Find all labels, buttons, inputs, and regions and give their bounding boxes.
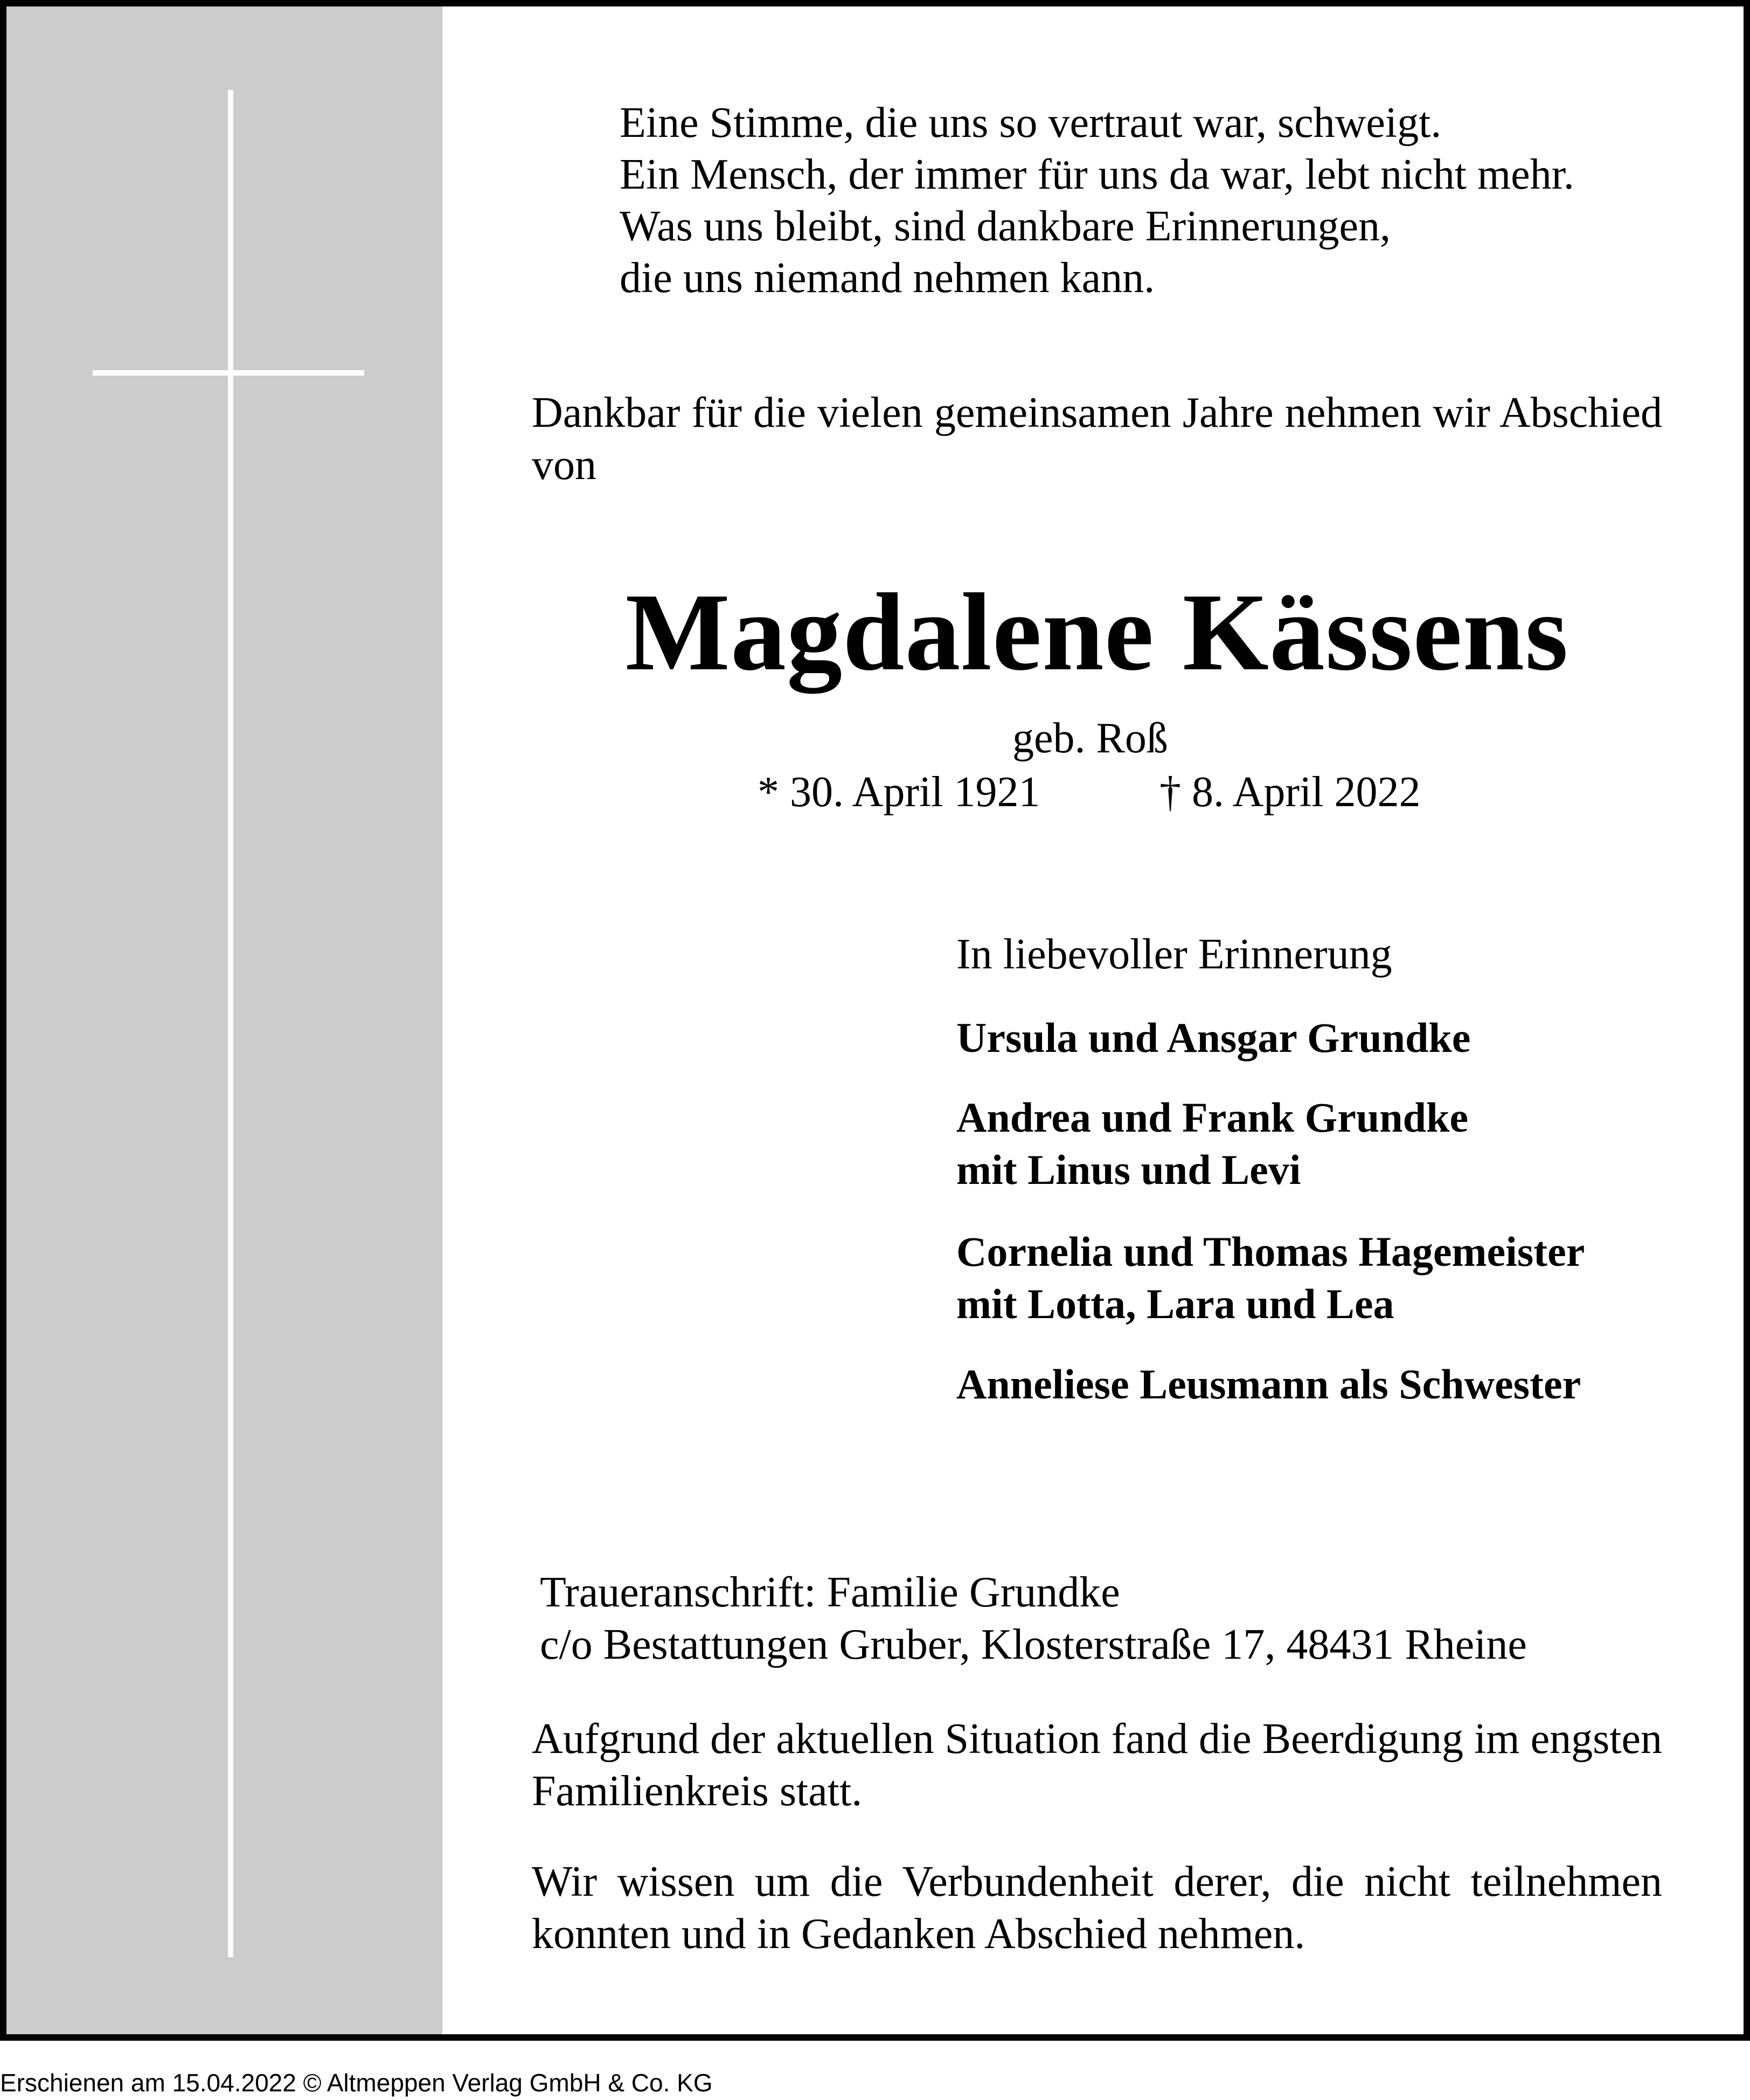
poem-line: Ein Mensch, der immer für uns da war, lebt nicht mehr. [620, 151, 1574, 198]
deceased-name: Magdalene Kässens [625, 570, 1569, 694]
poem-line: Eine Stimme, die uns so vertraut war, schweigt. [620, 99, 1442, 147]
funeral-note: Aufgrund der aktuellen Situation fand die Beerdigung im engsten Familienkreis statt. [532, 1715, 1662, 1815]
memory-heading: In liebevoller Erinnerung [956, 931, 1392, 978]
mourner-line: Andrea und Frank Grundke [956, 1094, 1469, 1141]
mourning-address [540, 1567, 1527, 1671]
maiden-name: geb. Roß [1012, 715, 1168, 762]
intro-text: Dankbar für die vielen gemeinsamen Jahre nehmen wir Abschied von [532, 389, 1662, 489]
mourner-line: mit Lotta, Lara und Lea [956, 1280, 1394, 1327]
mourner-line: mit Linus und Levi [956, 1146, 1301, 1193]
gray-side-band [6, 6, 442, 2034]
cross-icon-horizontal [93, 370, 364, 376]
poem [620, 97, 1574, 304]
mourner-line: Ursula und Ansgar Grundke [956, 1014, 1471, 1061]
mourner-line: Cornelia und Thomas Hagemeister [956, 1228, 1585, 1275]
address-line: c/o Bestattungen Gruber, Klosterstraße 17, 48431 Rheine [540, 1621, 1527, 1668]
birth-date: * 30. April 1921 [758, 768, 1040, 816]
mourner-group [956, 1091, 1468, 1196]
address-line: Traueranschrift: Familie Grundke [540, 1569, 1120, 1616]
mourner-group [956, 1011, 1470, 1064]
poem-line: die uns niemand nehmen kann. [620, 254, 1155, 302]
poem-line: Was uns bleibt, sind dankbare Erinnerungen, [620, 203, 1391, 250]
thanks-note: Wir wissen um die Verbundenheit derer, die nicht teilnehmen konnten und in Gedanken Abschied nehmen. [532, 1858, 1662, 1958]
death-date: † 8. April 2022 [1159, 768, 1421, 816]
mourner-line: Anneliese Leusmann als Schwester [956, 1361, 1581, 1408]
mourner-group [956, 1358, 1581, 1410]
publication-credit: Erschienen am 15.04.2022 © Altmeppen Verlag GmbH & Co. KG [0, 2069, 713, 2097]
mourner-group [956, 1225, 1585, 1330]
